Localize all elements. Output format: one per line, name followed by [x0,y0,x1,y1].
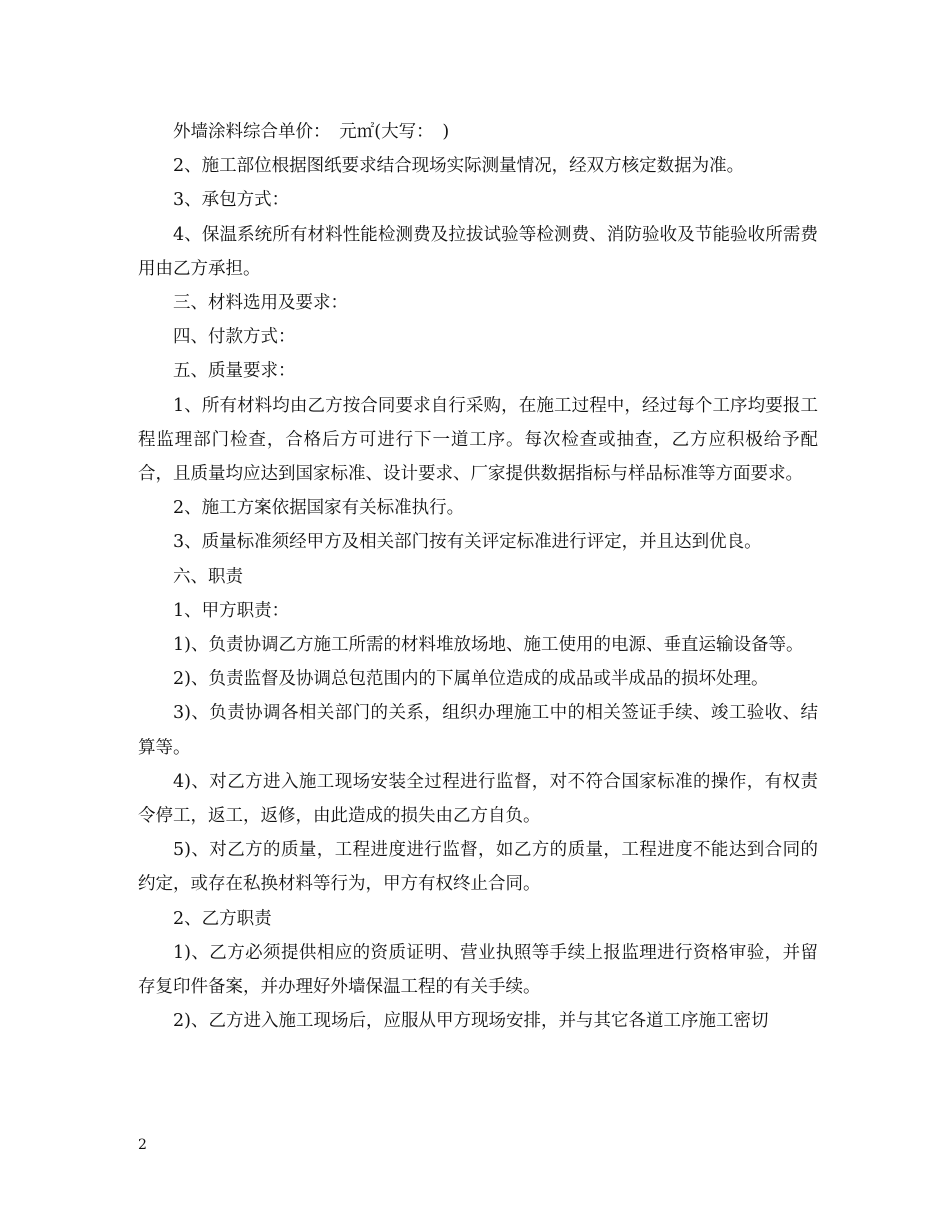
paragraph-quality-standard: 3、质量标准须经甲方及相关部门按有关评定标准进行评定，并且达到优良。 [173,532,762,553]
section-heading-payment: 四、付款方式： [173,327,296,348]
section-heading-quality: 五、质量要求： [173,361,296,382]
paragraph-party-a-duty-3: 3)、负责协调各相关部门的关系，组织办理施工中的相关签证手续、竣工验收、结算等。 [138,703,818,758]
page-number: 2 [138,1137,147,1153]
paragraph-quality-materials: 1、所有材料均由乙方按合同要求自行采购，在施工过程中，经过每个工序均要报工程监理部门检查，合格后方可进行下一道工序。每次检查或抽查，乙方应积极给予配合，且质量均应达到国家标准、设计要求、厂家提供数据指标与样品标准等方面要求。 [138,395,818,485]
paragraph-party-b-duty-2: 2)、乙方进入施工现场后，应服从甲方现场安排，并与其它各道工序施工密切 [173,1011,769,1032]
paragraph-unit-price: 外墙涂料综合单价： 元㎡(大写： ) [173,122,450,142]
document-body [138,115,818,1038]
paragraph-construction-area: 2、施工部位根据图纸要求结合现场实际测量情况，经双方核定数据为准。 [173,156,745,177]
subheading-party-b-duties: 2、乙方职责 [173,908,272,929]
paragraph-party-a-duty-2: 2)、负责监督及协调总包范围内的下属单位造成的成品或半成品的损坏处理。 [173,669,769,690]
paragraph-party-a-duty-1: 1)、负责协调乙方施工所需的材料堆放场地、施工使用的电源、垂直运输设备等。 [173,635,804,656]
paragraph-quality-plan: 2、施工方案依据国家有关标准执行。 [173,498,465,519]
section-heading-duties: 六、职责 [173,566,243,587]
paragraph-party-b-duty-1: 1)、乙方必须提供相应的资质证明、营业执照等手续上报监理进行资格审验，并留存复印件备案，并办理好外墙保温工程的有关手续。 [138,942,818,998]
section-heading-materials: 三、材料选用及要求： [173,293,348,314]
paragraph-testing-fees: 4、保温系统所有材料性能检测费及拉拔试验等检测费、消防验收及节能验收所需费用由乙方承担。 [138,224,818,279]
subheading-party-a-duties: 1、甲方职责： [173,600,290,621]
paragraph-party-a-duty-4: 4)、对乙方进入施工现场安装全过程进行监督，对不符合国家标准的操作，有权责令停工，返工，返修，由此造成的损失由乙方自负。 [138,771,818,827]
paragraph-contract-method: 3、承包方式： [173,190,290,211]
paragraph-party-a-duty-5: 5)、对乙方的质量，工程进度进行监督，如乙方的质量，工程进度不能达到合同的约定，或存在私换材料等行为，甲方有权终止合同。 [138,840,818,895]
